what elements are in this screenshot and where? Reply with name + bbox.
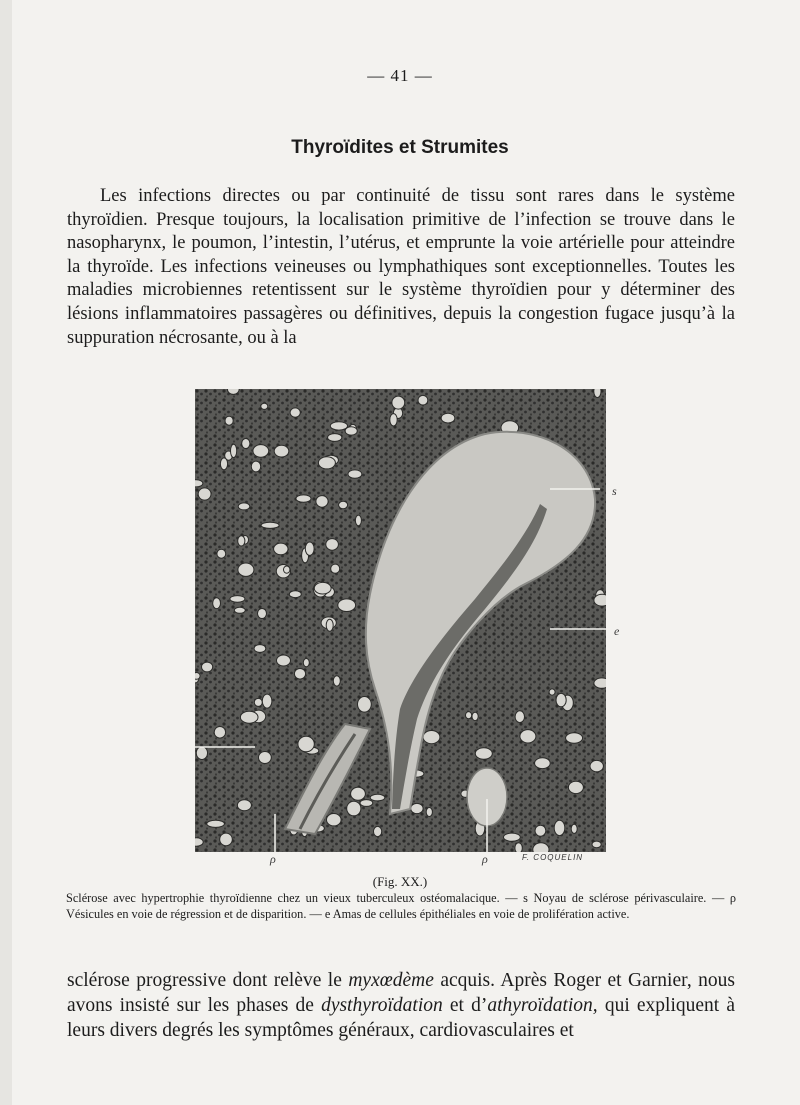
vesicle	[348, 470, 362, 478]
vesicle	[240, 711, 258, 723]
vesicle	[466, 712, 472, 719]
vesicle	[326, 539, 339, 551]
section-title: Thyroïdites et Strumites	[291, 137, 509, 158]
plate-label-v-right: ρ	[482, 852, 488, 866]
vesicle	[347, 801, 361, 816]
vesicle	[370, 794, 385, 801]
vesicle	[195, 673, 200, 680]
vesicle	[214, 727, 225, 739]
vesicle	[290, 408, 300, 417]
vesicle	[262, 694, 272, 708]
vesicle	[230, 596, 245, 603]
vesicle	[220, 458, 227, 470]
vesicle	[298, 736, 314, 752]
plate-label-e: e	[614, 624, 620, 638]
vesicle	[594, 594, 606, 606]
vesicle	[520, 730, 536, 743]
vesicle	[328, 434, 342, 442]
vesicle	[326, 619, 333, 631]
vesicle	[333, 676, 340, 686]
vesicle	[475, 748, 492, 759]
vesicle	[242, 439, 250, 449]
vesicle	[533, 843, 549, 852]
vesicle	[355, 515, 361, 526]
vesicle	[225, 416, 233, 425]
vesicle	[515, 711, 524, 723]
vesicle	[556, 693, 566, 706]
vesicle	[284, 566, 290, 573]
term-athyroidation: athyroïdation,	[487, 995, 598, 1016]
vesicle	[594, 389, 601, 398]
vesicle	[274, 445, 289, 457]
vesicle	[251, 461, 260, 472]
vesicle	[238, 536, 245, 546]
vesicle	[515, 843, 522, 852]
paragraph-text: qui expliquent à leurs divers degrés les symptômes généraux, cardiovasculaires et	[67, 995, 735, 1041]
vesicle	[554, 820, 565, 835]
vesicle	[549, 689, 555, 695]
vesicle	[318, 457, 335, 469]
vesicle	[202, 662, 213, 672]
vesicle	[535, 825, 546, 836]
page-number: — 41 —	[367, 66, 433, 85]
vesicle	[253, 445, 269, 458]
vesicle	[338, 599, 356, 612]
histology-plate	[195, 389, 606, 852]
vesicle	[259, 752, 272, 764]
vesicle	[196, 747, 207, 760]
vesicle	[274, 543, 288, 555]
vesicle	[238, 503, 250, 510]
vesicle	[345, 427, 357, 435]
vesicle	[254, 645, 266, 653]
vesicle	[339, 501, 348, 509]
vesicle	[418, 395, 428, 405]
vesicle	[195, 480, 203, 487]
vesicle	[411, 803, 423, 813]
vesicle	[195, 838, 203, 846]
paragraph-continuation	[67, 968, 735, 1043]
paragraph-intro: Les infections directes ou par continuité de tissu sont rares dans le système thyroïdien. Presque toujours, la localisation primitive de l’infection se trouve dans le nasopharynx, le poumon, l’intestin, l’utérus, et emprunte la voie artérielle pour atteindre la thyroïde. Les infections veineuses ou lymphathiques sont exceptionnelles. Toutes les maladies microbiennes retentissent sur le système thyroïdien pour y déterminer des lésions inflammatoires passagères ou définitives, depuis la congestion fugace jusqu’à la suppuration nécrosante, ou à la	[67, 186, 735, 348]
vesicle	[207, 820, 225, 827]
vesicle	[258, 609, 267, 619]
engraver-signature: F. COQUELIN	[522, 853, 584, 862]
plate-label-s: s	[612, 484, 617, 498]
vesicle	[296, 495, 311, 502]
vesicle	[390, 414, 397, 426]
vesicle	[231, 444, 237, 457]
vesicle	[472, 712, 478, 720]
vesicle	[217, 549, 226, 558]
vesicle	[590, 760, 603, 771]
vesicle	[392, 396, 405, 409]
vesicle	[592, 841, 601, 848]
vesicle	[237, 800, 251, 811]
vesicle	[254, 698, 262, 706]
vesicle	[535, 758, 551, 769]
vesicle	[220, 833, 233, 846]
histology-micrograph	[195, 389, 606, 852]
paragraph-text: acquis. Après Roger et Garnier, nous avons insisté sur les phases de	[67, 970, 735, 1016]
vesicle	[294, 669, 305, 680]
vesicle	[566, 733, 583, 743]
vesicle	[441, 413, 455, 423]
vesicle	[316, 496, 328, 508]
vesicle	[238, 563, 254, 576]
term-dysthyroidation: dysthyroïdation	[321, 995, 443, 1016]
vesicle	[330, 422, 347, 430]
vesicle	[504, 833, 521, 841]
figure-number: (Fig. XX.)	[372, 874, 428, 889]
vesicle	[261, 522, 279, 528]
page-binding-edge	[0, 0, 12, 1105]
paragraph-text: et d’	[442, 995, 488, 1016]
vesicle	[289, 591, 301, 598]
vesicle	[594, 678, 606, 688]
vesicle	[568, 781, 583, 793]
vesicle	[571, 824, 577, 833]
vesicle	[234, 607, 245, 613]
vesicle	[213, 598, 221, 609]
vesicle	[426, 808, 432, 817]
vesicle	[374, 826, 382, 836]
vesicle	[358, 697, 372, 713]
plate-label-v-left: ρ	[270, 852, 276, 866]
paragraph-text: sclérose progressive dont relève le	[67, 970, 349, 991]
vesicle	[314, 582, 331, 594]
vesicle	[331, 564, 340, 573]
vesicle	[423, 731, 440, 744]
vesicle	[305, 542, 314, 555]
vesicle	[198, 488, 211, 500]
figure-caption: Sclérose avec hypertrophie thyroïdienne chez un vieux tuberculeux ostéomalacique. — s Noyau de sclérose périvasculaire. — ρ Vésicules en voie de régression et de disparition. — e Amas de cellules épithéliales en voie de prolifération active.	[66, 891, 736, 921]
vesicle	[303, 659, 309, 667]
vesicle	[327, 814, 342, 826]
vesicle	[261, 403, 268, 409]
vesicle	[360, 800, 373, 807]
vesicle	[277, 655, 291, 666]
term-myxoedeme: myxœdème	[348, 970, 434, 991]
vesicle	[351, 787, 366, 800]
